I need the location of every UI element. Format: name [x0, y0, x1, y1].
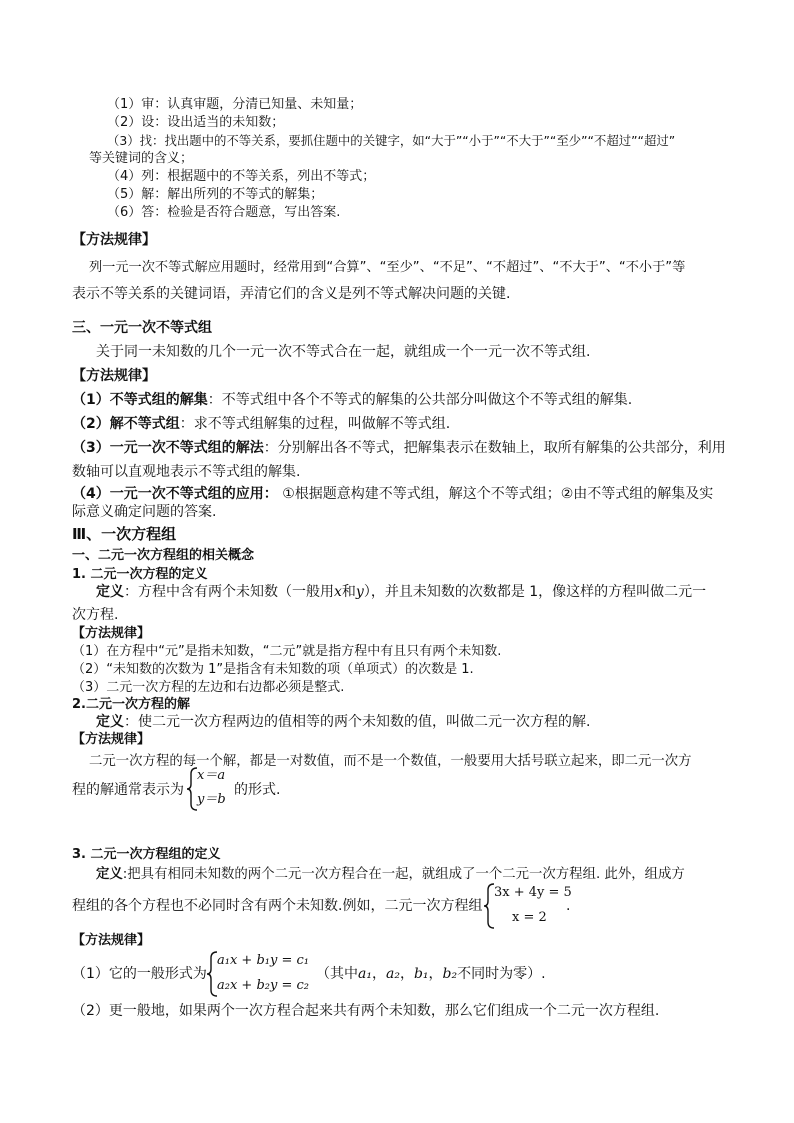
rule-line: （1）在方程中“元”是指未知数，“二元”就是指方程中有且只有两个未知数.: [72, 644, 502, 659]
rule-text: ：不等式组中各个不等式的解集的公共部分叫做这个不等式组的解集.: [207, 392, 633, 408]
step-4: （4）列：根据题中的不等关系，列出不等式；: [107, 169, 376, 184]
rule-item: [72, 390, 632, 410]
part-title: Ⅲ、一次方程组: [72, 525, 177, 543]
definition-body: ），并且未知数的次数都是 1，像这样的方程叫做二元一: [363, 584, 707, 600]
definition-label: 定义: [96, 584, 124, 600]
example-eq-2: x = 2: [512, 910, 547, 925]
coef-a2: a₂: [385, 966, 400, 982]
step-5: （5）解：解出所列的不等式的解集；: [107, 187, 324, 202]
coef-a1: a₁: [358, 966, 372, 982]
method-line: 列一元一次不等式解应用题时，经常用到“合算”、“至少”、“不足”、“不超过”、“不大于”、“不小于”等: [89, 260, 686, 275]
rule-item: [72, 484, 713, 504]
general-form-note: 不同时为零）.: [457, 966, 546, 982]
method-heading: 【方法规律】: [72, 368, 156, 384]
rule-item: [72, 438, 726, 458]
method-heading: 【方法规律】: [72, 626, 151, 641]
section-title: 三、一元一次不等式组: [72, 320, 212, 336]
rule-term: （2）解不等式组: [72, 416, 180, 432]
general-rule: （2）更一般地，如果两个一次方程合起来共有两个未知数，那么它们组成一个二元一次方程组.: [72, 1003, 660, 1019]
method-heading: 【方法规律】: [72, 933, 151, 948]
solution-eq-y: y＝b: [197, 792, 226, 807]
rule-term: （4）一元一次不等式组的应用：: [72, 486, 278, 502]
rule-term: （1）不等式组的解集: [72, 392, 208, 408]
variable-x: x: [334, 584, 342, 600]
step-6: （6）答：检验是否符合题意，写出答案.: [107, 205, 341, 220]
general-form-text: （1）它的一般形式为: [72, 966, 207, 982]
definition-label: 定义: [96, 867, 123, 882]
rule-text: ：分别解出各不等式，把解集表示在数轴上，取所有解集的公共部分，利用: [263, 440, 726, 456]
general-form-note: （其中: [316, 966, 358, 982]
solution-text: 程的解通常表示为: [72, 782, 184, 798]
solution-text: 的形式.: [234, 782, 281, 798]
definition-text: [96, 582, 706, 602]
rule-term: （3）一元一次不等式组的解法: [72, 440, 264, 456]
general-eq-1: a₁x + b₁y = c₁: [217, 953, 309, 968]
rule-text: ①根据题意构建不等式组，解这个不等式组；②由不等式组的解集及实: [277, 486, 714, 502]
method-line: 表示不等关系的关键词语，弄清它们的含义是列不等式解决问题的关键.: [72, 286, 511, 302]
rule-item: [72, 414, 450, 434]
example-eq-1: 3x + 4y = 5: [494, 885, 572, 900]
step-2: （2）设：设出适当的未知数；: [107, 115, 285, 130]
conjunction: 和: [341, 584, 356, 600]
step-1: （1）审：认真审题，分清已知量、未知量；: [107, 97, 363, 112]
rule-item-cont: 际意义确定问题的答案.: [72, 504, 217, 520]
definition-body: ：使二元一次方程两边的值相等的两个未知数的值，叫做二元一次方程的解.: [124, 714, 591, 730]
subsection-title: 一、二元一次方程组的相关概念: [72, 548, 255, 563]
rule-line: （2）“未知数的次数为 1”是指含有未知数的项（单项式）的次数是 1.: [72, 662, 474, 677]
definition-title: 1. 二元一次方程的定义: [72, 567, 208, 582]
definition-text-cont: 次方程.: [72, 607, 119, 623]
step-3-cont: 等关键词的含义；: [89, 151, 194, 166]
general-eq-2: a₂x + b₂y = c₂: [217, 978, 309, 993]
method-heading: 【方法规律】: [72, 232, 156, 248]
step-3: （3）找：找出题中的不等关系，要抓住题中的关键字，如“大于”“小于”“不大于”“至少”“不超过”“超过”: [107, 133, 676, 148]
example-end: .: [566, 898, 571, 914]
definition-text-cont: 程组的各个方程也不必同时含有两个未知数.例如，二元一次方程组: [72, 898, 483, 914]
definition-body: :把具有相同未知数的两个二元一次方程合在一起，就组成了一个二元一次方程组. 此外，组成方: [122, 867, 685, 882]
variable-y: y: [355, 584, 364, 600]
coef-b2: b₂: [442, 966, 458, 982]
coef-b1: b₁: [413, 966, 429, 982]
rule-line: （3）二元一次方程的左边和右边都必须是整式.: [72, 680, 345, 695]
definition-title: 3. 二元一次方程组的定义: [72, 847, 221, 862]
definition-label: 定义: [96, 714, 124, 730]
rule-text: ：求不等式组解集的过程，叫做解不等式组.: [179, 416, 451, 432]
definition-text: [96, 865, 685, 885]
definition-title: 2.二元一次方程的解: [72, 697, 190, 712]
general-form-text: （其中a₁，a₂，b₁，b₂不同时为零）.: [316, 966, 546, 982]
section-intro: 关于同一未知数的几个一元一次不等式合在一起，就组成一个一元一次不等式组.: [96, 344, 591, 360]
definition-body: ：方程中含有两个未知数（一般用: [124, 584, 334, 600]
rule-item-cont: 数轴可以直观地表示不等式组的解集.: [72, 464, 301, 480]
method-heading: 【方法规律】: [72, 732, 151, 747]
definition-text: [96, 712, 590, 732]
solution-eq-x: x＝a: [197, 768, 226, 783]
solution-text: 二元一次方程的每一个解，都是一对数值，而不是一个数值，一般要用大括号联立起来，即二元一次方: [89, 754, 692, 769]
